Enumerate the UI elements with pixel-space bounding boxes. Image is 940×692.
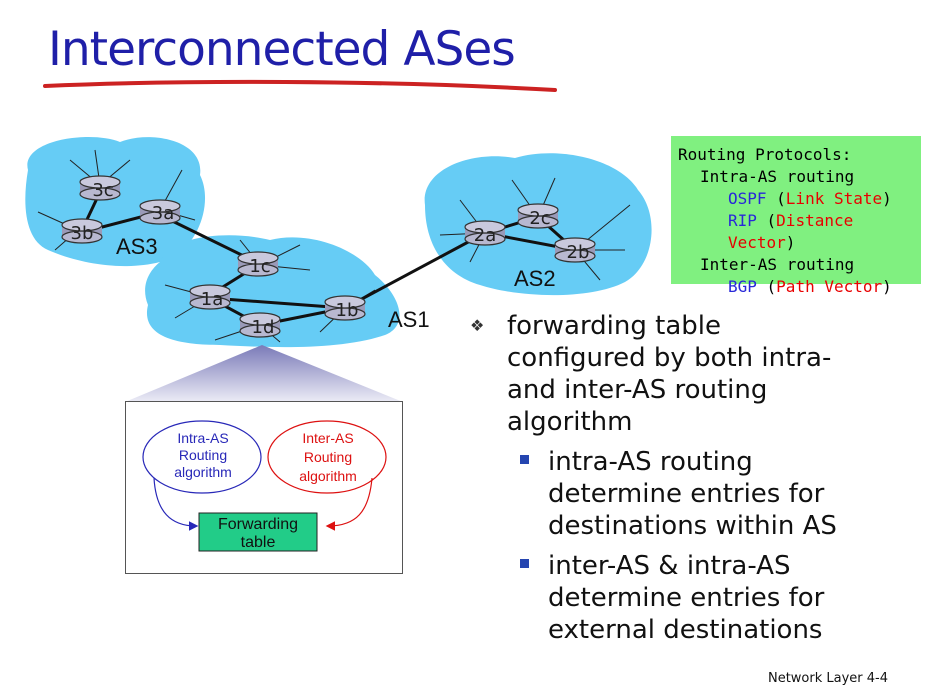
square-bullet-icon <box>520 559 529 568</box>
intra-label-3: algorithm <box>174 464 232 480</box>
forwarding-inset <box>125 401 403 574</box>
title-underline <box>45 82 555 90</box>
square-bullet-icon <box>520 455 529 464</box>
router-label-1c: 1c <box>249 256 271 277</box>
table-label-1: Forwarding <box>217 516 299 533</box>
router-label-2a: 2a <box>473 225 497 246</box>
bullet-sub-2 <box>470 550 878 646</box>
bullet-list <box>470 310 878 646</box>
zoom-triangle <box>125 345 403 402</box>
diamond-bullet-icon: ❖ <box>470 316 485 335</box>
ospf-desc: Link State <box>785 189 883 208</box>
bullet-main-text: forwarding table configured by both intra- and inter-AS routing algorithm <box>507 311 832 437</box>
router-label-1b: 1b <box>335 300 359 321</box>
rip-line: RIP (Distance Vector) <box>728 211 854 252</box>
intra-as-heading: Intra-AS routing <box>700 167 855 186</box>
router-label-3c: 3c <box>92 180 114 201</box>
as1-label: AS1 <box>388 307 430 332</box>
table-label-2: table <box>240 534 276 551</box>
rip-name: RIP <box>728 211 757 230</box>
inset-diagram <box>126 402 404 575</box>
routing-protocols-box <box>671 136 921 296</box>
router-label-1d: 1d <box>251 317 275 338</box>
router-label-2c: 2c <box>529 208 551 229</box>
router-label-1a: 1a <box>200 289 224 310</box>
intra-arrow <box>154 478 196 526</box>
bgp-desc: Path Vector <box>776 277 883 296</box>
inter-arrow <box>328 478 372 526</box>
ospf-name: OSPF <box>728 189 767 208</box>
ospf-line: OSPF (Link State) <box>728 189 892 208</box>
router-label-2b: 2b <box>566 242 590 263</box>
page-title: Interconnected ASes <box>48 22 515 77</box>
bullet-main <box>470 310 847 438</box>
protocols-heading: Routing Protocols: <box>678 145 852 164</box>
footer: Network Layer 4-4 <box>767 671 888 686</box>
rip-desc: Distance Vector <box>728 211 854 252</box>
inter-as-heading: Inter-AS routing <box>700 255 855 274</box>
intra-label-2: Routing <box>178 447 228 463</box>
inter-label-2: Routing <box>303 449 353 465</box>
as3-label: AS3 <box>116 234 158 259</box>
bullet-sub-2-text: inter-AS & intra-AS determine entries for external destinations <box>548 551 825 645</box>
inter-label-3: algorithm <box>299 468 357 484</box>
bgp-name: BGP <box>728 277 757 296</box>
router-label-3a: 3a <box>151 203 175 224</box>
router-label-3b: 3b <box>70 223 94 244</box>
bullet-sub-1-text: intra-AS routing determine entries for destinations within AS <box>548 447 837 541</box>
inter-label-1: Inter-AS <box>302 430 354 446</box>
as2-label: AS2 <box>514 266 556 291</box>
intra-label-1: Intra-AS <box>177 430 229 446</box>
bullet-sub-1 <box>470 446 878 542</box>
bgp-line: BGP (Path Vector) <box>728 277 892 296</box>
